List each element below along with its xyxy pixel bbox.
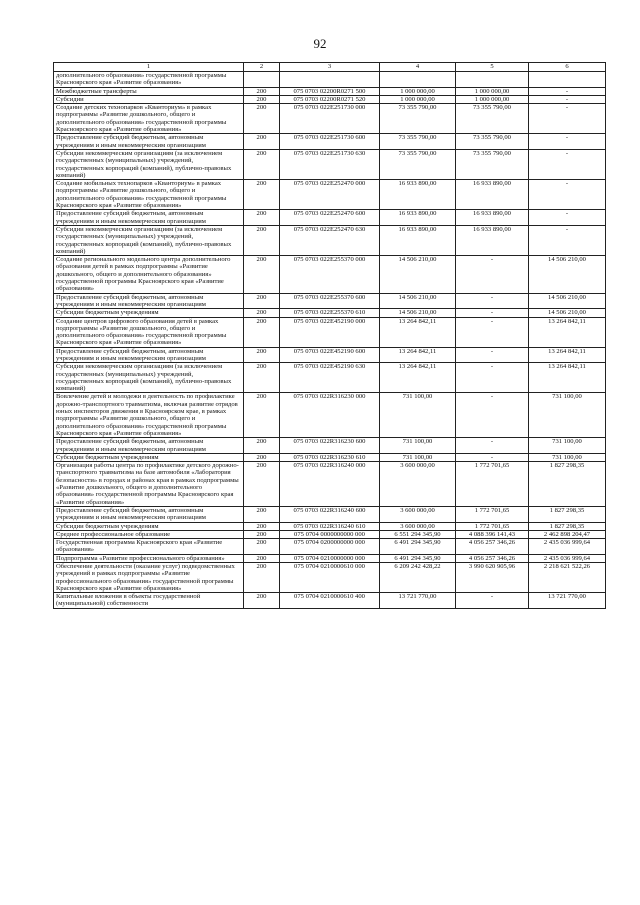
row-col5-cell: - xyxy=(456,293,529,309)
row-ved-cell: 200 xyxy=(244,293,280,309)
row-name-cell: Создание регионального модельного центра дополнительного образования детей в рамках подпрограммы «Развитие дошкольного, общего и дополнительного образования» государственной программы Красноярского края «Развитие образования» xyxy=(54,256,244,293)
row-code-cell: 075 0703 022E251730 630 xyxy=(280,149,380,179)
table-row xyxy=(54,539,606,555)
row-total-cell: 13 264 842,11 xyxy=(380,347,456,363)
row-code-cell: 075 0703 02200R0271 520 xyxy=(280,95,380,103)
row-col6-cell: 2 218 621 522,26 xyxy=(529,563,606,593)
row-code-cell: 075 0703 022E452190 000 xyxy=(280,317,380,347)
table-row xyxy=(54,180,606,210)
row-ved-cell: 200 xyxy=(244,104,280,134)
row-code-cell: 075 0703 022R316240 000 xyxy=(280,462,380,507)
table-row xyxy=(54,72,606,88)
row-name-cell: Предоставление субсидий бюджетным, автономным учреждениям и иным некоммерческим организациям xyxy=(54,438,244,454)
row-col5-cell: 16 933 890,00 xyxy=(456,225,529,255)
row-total-cell: 3 600 000,00 xyxy=(380,506,456,522)
row-total-cell: 73 355 790,00 xyxy=(380,134,456,150)
row-total-cell: 13 264 842,11 xyxy=(380,317,456,347)
table-row xyxy=(54,210,606,226)
row-col6-cell: - xyxy=(529,180,606,210)
table-row xyxy=(54,149,606,179)
row-ved-cell: 200 xyxy=(244,347,280,363)
row-total-cell: 731 100,00 xyxy=(380,393,456,438)
row-ved-cell xyxy=(244,72,280,88)
row-col6-cell: 13 264 842,11 xyxy=(529,347,606,363)
column-header: 2 xyxy=(244,63,280,72)
row-name-cell: Создание центров цифрового образования детей в рамках подпрограммы «Развитие дошкольного, общего и дополнительного образования» государственной программы Красноярского края «Развитие образования» xyxy=(54,317,244,347)
row-col5-cell: 4 056 257 346,26 xyxy=(456,539,529,555)
row-name-cell: Предоставление субсидий бюджетным, автономным учреждениям и иным некоммерческим организациям xyxy=(54,210,244,226)
row-col6-cell: 1 827 298,35 xyxy=(529,462,606,507)
row-col5-cell: 1 772 701,65 xyxy=(456,522,529,530)
row-code-cell: 075 0703 022E255370 000 xyxy=(280,256,380,293)
row-name-cell: Вовлечение детей и молодежи в деятельность по профилактике дорожно-транспортного травматизма, включая развитие отрядов юных инспекторов движения в Красноярском крае, в рамках подпрограммы «Развитие дошкольного, общего и дополнительного образования» государственной программы Красноярского края «Развитие образования» xyxy=(54,393,244,438)
row-col5-cell: 73 355 790,00 xyxy=(456,134,529,150)
row-col5-cell: - xyxy=(456,256,529,293)
row-col6-cell: - xyxy=(529,134,606,150)
row-code-cell: 075 0704 0210000000 000 xyxy=(280,554,380,562)
table-row xyxy=(54,293,606,309)
row-ved-cell: 200 xyxy=(244,210,280,226)
row-col5-cell: - xyxy=(456,438,529,454)
table-row xyxy=(54,393,606,438)
row-code-cell: 075 0703 022E251730 000 xyxy=(280,104,380,134)
table-row xyxy=(54,438,606,454)
row-name-cell: Предоставление субсидий бюджетным, автономным учреждениям и иным некоммерческим организациям xyxy=(54,506,244,522)
row-ved-cell: 200 xyxy=(244,225,280,255)
column-header: 5 xyxy=(456,63,529,72)
row-total-cell: 3 600 000,00 xyxy=(380,522,456,530)
row-col6-cell: 14 506 210,00 xyxy=(529,309,606,317)
table-row xyxy=(54,87,606,95)
row-ved-cell: 200 xyxy=(244,593,280,609)
row-ved-cell: 200 xyxy=(244,87,280,95)
row-col5-cell: 3 990 620 905,96 xyxy=(456,563,529,593)
row-col5-cell: - xyxy=(456,453,529,461)
row-name-cell: Государственная программа Красноярского края «Развитие образования» xyxy=(54,539,244,555)
row-code-cell: 075 0703 022E252470 000 xyxy=(280,180,380,210)
row-total-cell: 1 000 000,00 xyxy=(380,95,456,103)
row-code-cell: 075 0703 022E452190 630 xyxy=(280,363,380,393)
row-ved-cell: 200 xyxy=(244,256,280,293)
row-col5-cell xyxy=(456,72,529,88)
table-row xyxy=(54,530,606,538)
row-total-cell: 14 506 210,00 xyxy=(380,293,456,309)
row-total-cell: 6 209 242 428,22 xyxy=(380,563,456,593)
row-code-cell: 075 0703 022E252470 600 xyxy=(280,210,380,226)
row-total-cell: 16 933 890,00 xyxy=(380,225,456,255)
row-total-cell: 1 000 000,00 xyxy=(380,87,456,95)
row-total-cell: 14 506 210,00 xyxy=(380,309,456,317)
row-name-cell: Межбюджетные трансферты xyxy=(54,87,244,95)
row-code-cell: 075 0703 022R316240 610 xyxy=(280,522,380,530)
row-col6-cell: - xyxy=(529,149,606,179)
row-name-cell: Предоставление субсидий бюджетным, автономным учреждениям и иным некоммерческим организациям xyxy=(54,134,244,150)
row-name-cell: дополнительного образования» государственной программы Красноярского края «Развитие образования» xyxy=(54,72,244,88)
row-name-cell: Среднее профессиональное образование xyxy=(54,530,244,538)
table-row xyxy=(54,554,606,562)
table-row xyxy=(54,225,606,255)
row-col5-cell: 4 056 257 346,26 xyxy=(456,554,529,562)
row-col5-cell: 1 000 000,00 xyxy=(456,87,529,95)
table-row xyxy=(54,134,606,150)
row-name-cell: Обеспечение деятельности (оказание услуг) подведомственных учреждений в рамках подпрограммы «Развитие профессионального образования» государственной программы Красноярского края «Развитие образования» xyxy=(54,563,244,593)
row-ved-cell: 200 xyxy=(244,453,280,461)
column-header: 3 xyxy=(280,63,380,72)
row-total-cell: 6 551 294 345,90 xyxy=(380,530,456,538)
row-name-cell: Предоставление субсидий бюджетным, автономным учреждениям и иным некоммерческим организациям xyxy=(54,293,244,309)
row-total-cell: 73 355 790,00 xyxy=(380,104,456,134)
row-ved-cell: 200 xyxy=(244,539,280,555)
row-ved-cell: 200 xyxy=(244,363,280,393)
row-code-cell: 075 0704 0210000610 400 xyxy=(280,593,380,609)
row-col6-cell: 13 264 842,11 xyxy=(529,317,606,347)
row-code-cell: 075 0703 022R316230 610 xyxy=(280,453,380,461)
row-name-cell: Подпрограмма «Развитие профессионального образования» xyxy=(54,554,244,562)
row-code-cell: 075 0703 022E255370 600 xyxy=(280,293,380,309)
table-row xyxy=(54,309,606,317)
row-code-cell: 075 0703 022R316230 600 xyxy=(280,438,380,454)
table-row xyxy=(54,104,606,134)
row-col6-cell: 731 100,00 xyxy=(529,453,606,461)
row-col6-cell: 13 721 770,00 xyxy=(529,593,606,609)
row-name-cell: Капитальные вложения в объекты государственной (муниципальной) собственности xyxy=(54,593,244,609)
row-col6-cell: - xyxy=(529,225,606,255)
row-ved-cell: 200 xyxy=(244,393,280,438)
row-col5-cell: - xyxy=(456,363,529,393)
row-code-cell: 075 0703 022R316240 600 xyxy=(280,506,380,522)
row-ved-cell: 200 xyxy=(244,95,280,103)
row-code-cell xyxy=(280,72,380,88)
row-ved-cell: 200 xyxy=(244,309,280,317)
table-row xyxy=(54,563,606,593)
row-col6-cell: 14 506 210,00 xyxy=(529,256,606,293)
row-total-cell: 14 506 210,00 xyxy=(380,256,456,293)
row-col6-cell: 2 435 036 999,64 xyxy=(529,554,606,562)
row-ved-cell: 200 xyxy=(244,506,280,522)
row-col5-cell: 73 355 790,00 xyxy=(456,104,529,134)
row-col5-cell: - xyxy=(456,317,529,347)
table-row xyxy=(54,95,606,103)
row-code-cell: 075 0703 022R316230 000 xyxy=(280,393,380,438)
row-ved-cell: 200 xyxy=(244,149,280,179)
row-col5-cell: 1 772 701,65 xyxy=(456,462,529,507)
row-col6-cell: 14 506 210,00 xyxy=(529,293,606,309)
table-row xyxy=(54,256,606,293)
row-name-cell: Создание мобильных технопарков «Кванториум» в рамках подпрограммы «Развитие дошкольного, общего и дополнительного образования» государственной программы Красноярского края «Развитие образования» xyxy=(54,180,244,210)
row-col5-cell: - xyxy=(456,393,529,438)
row-name-cell: Предоставление субсидий бюджетным, автономным учреждениям и иным некоммерческим организациям xyxy=(54,347,244,363)
row-total-cell: 13 721 770,00 xyxy=(380,593,456,609)
row-col5-cell: 73 355 790,00 xyxy=(456,149,529,179)
row-col6-cell: 2 435 036 999,64 xyxy=(529,539,606,555)
column-header: 6 xyxy=(529,63,606,72)
table-row xyxy=(54,462,606,507)
row-total-cell: 6 491 294 345,90 xyxy=(380,539,456,555)
table-row xyxy=(54,453,606,461)
row-total-cell: 13 264 842,11 xyxy=(380,363,456,393)
row-ved-cell: 200 xyxy=(244,522,280,530)
row-col6-cell: 731 100,00 xyxy=(529,393,606,438)
row-col5-cell: 1 772 701,65 xyxy=(456,506,529,522)
row-col6-cell: - xyxy=(529,87,606,95)
row-name-cell: Субсидии некоммерческим организациям (за исключением государственных (муниципальных) учреждений, государственных корпораций (компаний), публично-правовых компаний) xyxy=(54,149,244,179)
row-ved-cell: 200 xyxy=(244,317,280,347)
row-col6-cell: 731 100,00 xyxy=(529,438,606,454)
row-name-cell: Субсидии бюджетным учреждениям xyxy=(54,309,244,317)
row-total-cell: 6 491 294 345,90 xyxy=(380,554,456,562)
table-row xyxy=(54,506,606,522)
row-col5-cell: - xyxy=(456,593,529,609)
table-row xyxy=(54,522,606,530)
row-ved-cell: 200 xyxy=(244,530,280,538)
budget-table xyxy=(53,62,606,609)
row-col5-cell: - xyxy=(456,347,529,363)
row-col6-cell: 2 462 898 204,47 xyxy=(529,530,606,538)
row-code-cell: 075 0703 02200R0271 500 xyxy=(280,87,380,95)
row-code-cell: 075 0704 0210000610 000 xyxy=(280,563,380,593)
row-col5-cell: 4 088 396 141,43 xyxy=(456,530,529,538)
row-ved-cell: 200 xyxy=(244,462,280,507)
row-col6-cell: - xyxy=(529,95,606,103)
row-code-cell: 075 0703 022E252470 630 xyxy=(280,225,380,255)
row-col6-cell: 1 827 298,35 xyxy=(529,506,606,522)
row-ved-cell: 200 xyxy=(244,180,280,210)
row-code-cell: 075 0704 0000000000 000 xyxy=(280,530,380,538)
page-number: 92 xyxy=(313,36,327,51)
row-ved-cell: 200 xyxy=(244,134,280,150)
row-name-cell: Субсидии xyxy=(54,95,244,103)
row-name-cell: Субсидии бюджетным учреждениям xyxy=(54,453,244,461)
row-total-cell: 3 600 000,00 xyxy=(380,462,456,507)
row-ved-cell: 200 xyxy=(244,438,280,454)
table-row xyxy=(54,593,606,609)
row-col6-cell xyxy=(529,72,606,88)
row-code-cell: 075 0704 0200000000 000 xyxy=(280,539,380,555)
row-name-cell: Субсидии бюджетным учреждениям xyxy=(54,522,244,530)
row-col6-cell: - xyxy=(529,104,606,134)
row-ved-cell: 200 xyxy=(244,563,280,593)
row-total-cell: 731 100,00 xyxy=(380,453,456,461)
row-ved-cell: 200 xyxy=(244,554,280,562)
column-header: 1 xyxy=(54,63,244,72)
row-total-cell: 73 355 790,00 xyxy=(380,149,456,179)
table-row xyxy=(54,363,606,393)
row-col5-cell: - xyxy=(456,309,529,317)
row-col5-cell: 1 000 000,00 xyxy=(456,95,529,103)
row-total-cell xyxy=(380,72,456,88)
row-name-cell: Организация работы центра по профилактике детского дорожно-транспортного травматизма на базе автомобиля «Лаборатория безопасности» в городах и районах края в рамках подпрограммы «Развитие дошкольного, общего и дополнительного образования» государственной программы Красноярского края «Развитие образования» xyxy=(54,462,244,507)
row-code-cell: 075 0703 022E255370 610 xyxy=(280,309,380,317)
row-col5-cell: 16 933 890,00 xyxy=(456,210,529,226)
row-name-cell: Субсидии некоммерческим организациям (за исключением государственных (муниципальных) учреждений, государственных корпораций (компаний), публично-правовых компаний) xyxy=(54,363,244,393)
row-total-cell: 731 100,00 xyxy=(380,438,456,454)
row-col6-cell: - xyxy=(529,210,606,226)
table-row xyxy=(54,317,606,347)
row-total-cell: 16 933 890,00 xyxy=(380,210,456,226)
row-total-cell: 16 933 890,00 xyxy=(380,180,456,210)
row-name-cell: Создание детских технопарков «Кванториум» в рамках подпрограммы «Развитие дошкольного, общего и дополнительного образования» государственной программы Красноярского края «Развитие образования» xyxy=(54,104,244,134)
row-code-cell: 075 0703 022E251730 600 xyxy=(280,134,380,150)
row-col5-cell: 16 933 890,00 xyxy=(456,180,529,210)
row-col6-cell: 13 264 842,11 xyxy=(529,363,606,393)
row-name-cell: Субсидии некоммерческим организациям (за исключением государственных (муниципальных) учреждений, государственных корпораций (компаний), публично-правовых компаний) xyxy=(54,225,244,255)
row-col6-cell: 1 827 298,35 xyxy=(529,522,606,530)
table-header-row xyxy=(54,63,606,72)
row-code-cell: 075 0703 022E452190 600 xyxy=(280,347,380,363)
column-header: 4 xyxy=(380,63,456,72)
table-row xyxy=(54,347,606,363)
